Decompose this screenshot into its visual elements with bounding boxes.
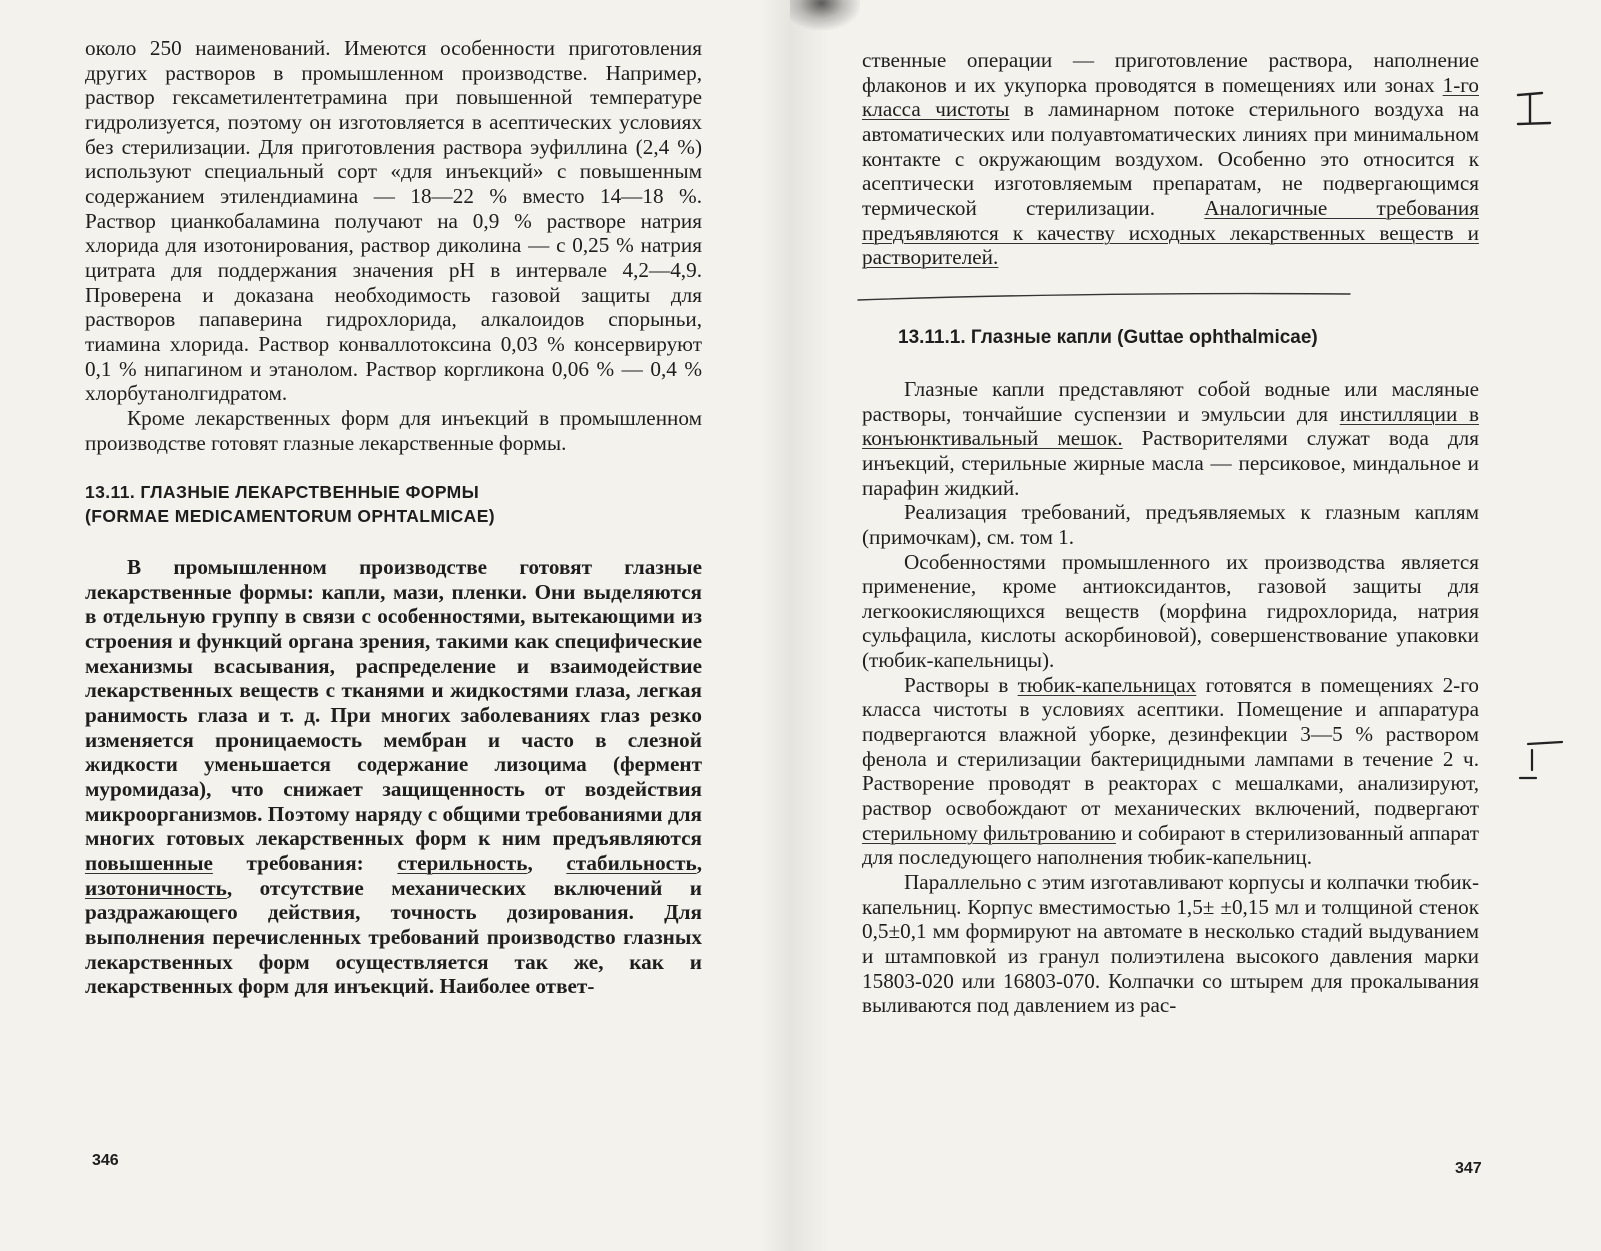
right-paragraph-3: Реализация требований, предъявляемых к глазным каплям (примочкам), см. том 1. (862, 500, 1479, 549)
left-paragraph-2: Кроме лекарственных форм для инъекций в промышленном производстве готовят глазные лекарственные формы. (85, 405, 702, 455)
right-paragraph-2: Глазные капли представляют собой водные или масляные растворы, тончайшие суспензии и эмульсии для инстилляции в конъюнктивальный мешок. Растворителями служат вода для инъекций, стерильные жирные масла — персиковое, миндальное и парафин жидкий. (862, 376, 1479, 500)
right-paragraph-6: Параллельно с этим изготавливают корпусы и колпачки тюбик-капельниц. Корпус вместимостью 1,5± ±0,15 мл и толщиной стенок 0,5±0,1 мм формируют на автомате в несколько стадий выдуванием и штамповкой из гранул полиэтилена высокого давления марки 15803-020 или 16803-070. Колпачки со штырем для прокалывания выливаются под давлением из рас- (862, 870, 1479, 1018)
subsection-title: 13.11.1. Глазные капли (Guttae ophthalmicae) (898, 326, 1318, 348)
right-page (790, 0, 1601, 1251)
right-text-column (862, 48, 1479, 1018)
margin-mark-1 (1518, 93, 1550, 124)
underline-filtrovanie: стерильному фильтрованию (862, 820, 1116, 845)
underline-tyubik: тюбик-капельницах (1017, 672, 1197, 697)
underline-sterilnost: стерильность (397, 851, 528, 876)
margin-mark-2 (1520, 742, 1562, 778)
section-title-latin: (FORMAE MEDICAMENTORUM OPHTALMICAE) (85, 506, 495, 527)
left-paragraph-3: В промышленном производстве готовят глазные лекарственные формы: капли, мази, пленки. Они выделяются в отдельную группу в связи с особенностями, вытекающими из строения и функций органа зрения, такими как специфические механизмы всасывания, распределение и взаимодействие лекарственных веществ с тканями и жидкостями глаза, легкая ранимость глаза и т. д. При многих заболеваниях глаз резко изменяется проницаемость мембран и часто в слезной жидкости уменьшается содержание лизоцима (фермент муромидаза), что снижает защищенность от воздействия микроорганизмов. Поэтому наряду с общими требованиями для многих готовых лекарственных форм к ним предъявляются повышенные требования: стерильность, стабильность, изотоничность, отсутствие механических включений и раздражающего действия, точность дозирования. Для выполнения перечисленных требований производство глазных лекарственных форм осуществляется так же, как и лекарственных форм для инъекций. Наиболее ответ- (85, 555, 702, 999)
section-heading (85, 480, 702, 528)
underline-izotonichnost: изотоничность (85, 875, 227, 900)
right-paragraph-4: Особенностями промышленного их производства является применение, кроме антиоксидантов, газовой защиты для легкоокисляющихся веществ (морфина гидрохлорида, натрия сульфацила, кислоты аскорбиновой), совершенствование упаковки (тюбик-капельницы). (862, 549, 1479, 673)
underline-instillyacii: инстилляции в конъюнктивальный мешок. (862, 401, 1479, 451)
left-paragraph-1: около 250 наименований. Имеются особенности приготовления других растворов в промышленном производстве. Например, раствор гексаметилентетрамина при повышенной температуре гидролизуется, поэтому он изготовляется в асептических условиях без стерилизации. Для приготовления раствора эуфиллина (2,4 %) используют специальный сорт «для инъекций» с повышенным содержанием этилендиамина — 18—22 % вместо 14—18 %. Раствор цианкобаламина получают на 0,9 % растворе натрия хлорида для изотонирования, раствор диколина — с 0,25 % натрия цитрата для поддержания значения рН в интервале 4,2—4,9. Проверена и доказана необходимость газовой защиты для растворов папаверина гидрохлорида, алкалоидов спорыньи, тиамина хлорида. Раствор конваллотоксина 0,03 % консервируют 0,1 % нипагином и этанолом. Раствор коргликона 0,06 % — 0,4 % хлорбутанолгидратом. (85, 36, 702, 406)
left-page (0, 0, 790, 1251)
right-paragraph-5: Растворы в тюбик-капельницах готовятся в помещениях 2-го класса чистоты в условиях асептики. Помещение и аппаратура подвергаются влажной уборке, дезинфекции 3—5 % раствором фенола и стерилизации бактерицидными лампами в течение 2 ч. Растворение проводят в реакторах с мешалками, анализируют, раствор освобождают от механических включений, подвергают стерильному фильтрованию и собирают в стерилизованный аппарат для последующего наполнения тюбик-капельниц. (862, 672, 1479, 870)
page-number-left: 346 (92, 1152, 119, 1169)
right-paragraph-1: ственные операции — приготовление раствора, наполнение флаконов и их укупорка проводятся в помещениях или зонах 1-го класса чистоты в ламинарном потоке стерильного воздуха на автоматических или полуавтоматических линиях при минимальном контакте с окружающим воздухом. Особенно это относится к асептически изготовляемым препаратам, не подвергающимся термической стерилизации. Аналогичные требования предъявляются к качеству исходных лекарственных веществ и растворителей. (862, 48, 1479, 270)
section-title: 13.11. ГЛАЗНЫЕ ЛЕКАРСТВЕННЫЕ ФОРМЫ (85, 482, 480, 503)
underline-class-1: 1-го класса чистоты (862, 72, 1479, 122)
left-text-column (85, 36, 702, 999)
underline-povyshennye: повышенные (85, 851, 213, 876)
underline-analogichnye: Аналогичные требования предъявляются к качеству исходных лекарственных веществ и растворителей. (862, 195, 1479, 270)
page-number-right: 347 (1455, 1160, 1482, 1177)
underline-stabilnost: стабильность (566, 851, 697, 876)
